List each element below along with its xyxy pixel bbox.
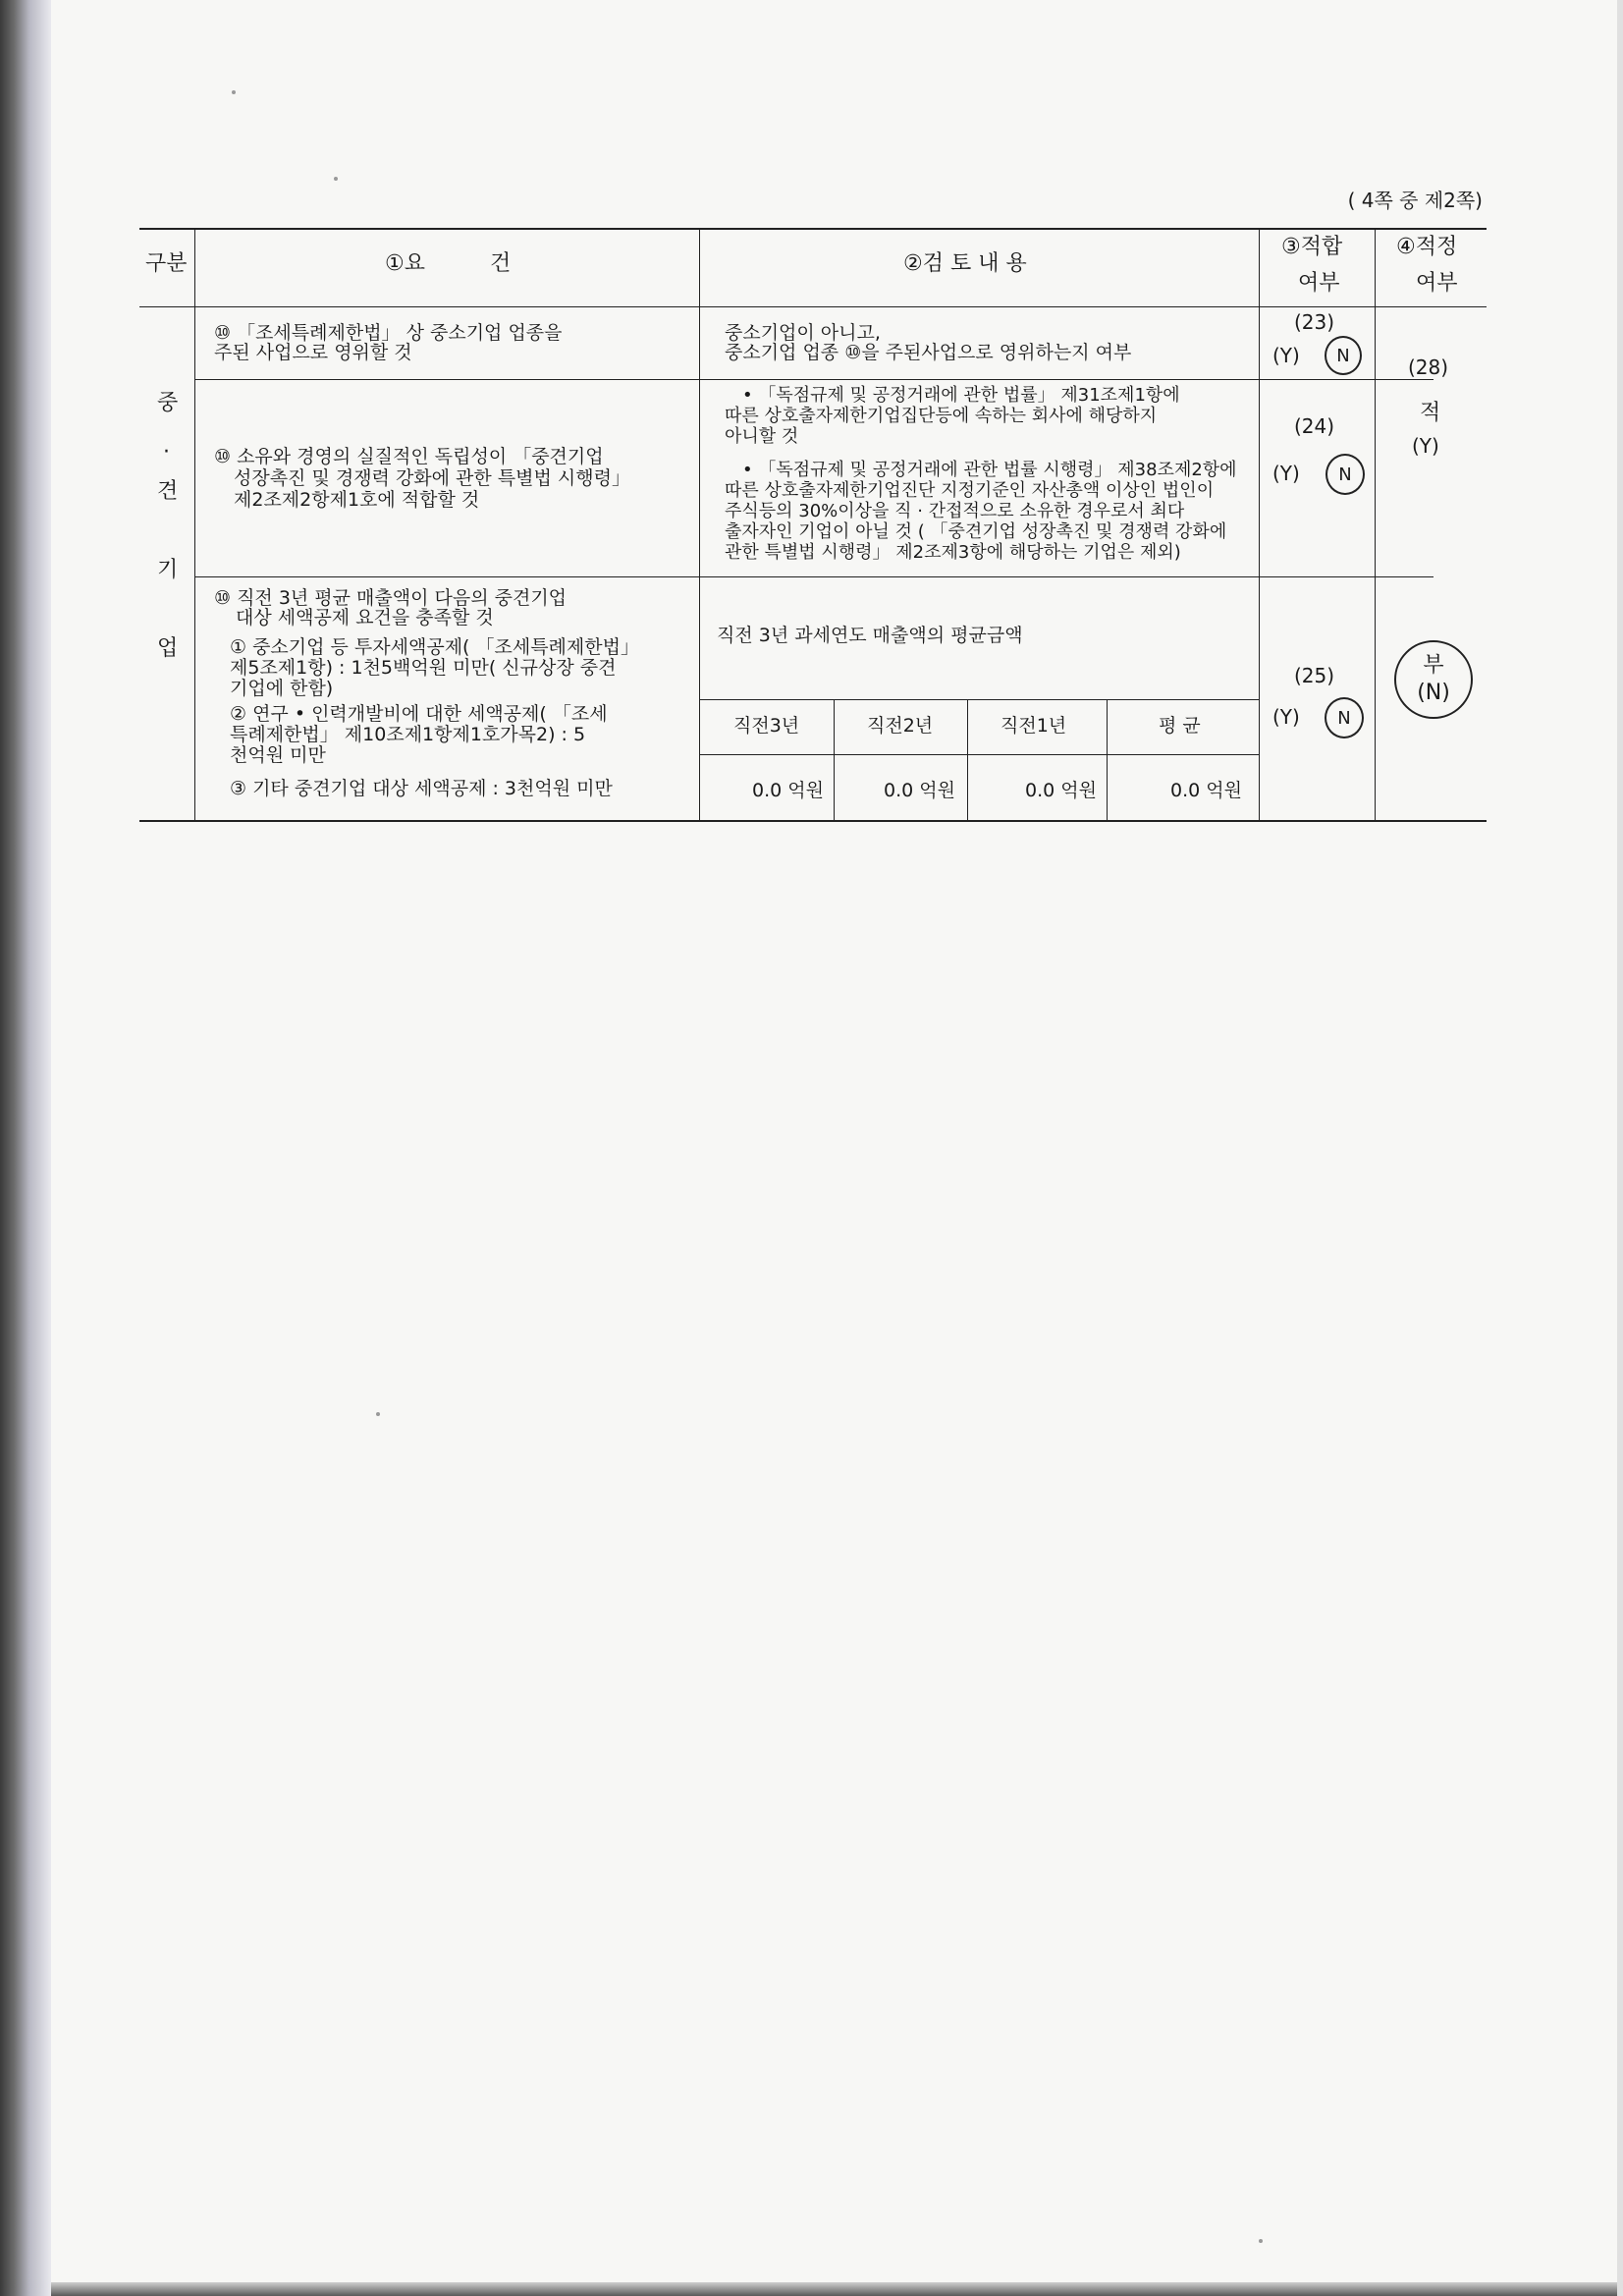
row1-review-line: 중소기업이 아니고,: [725, 322, 881, 344]
proper-lower-value: (N): [1417, 681, 1450, 705]
row2-review-line: 아니할 것: [725, 426, 799, 447]
amount-col-divider-3: [1107, 699, 1108, 822]
scan-speck: [334, 177, 338, 181]
row2-code: (24): [1294, 414, 1335, 438]
row3-code: (25): [1294, 664, 1335, 687]
row3-requirement-line: ② 연구 • 인력개발비에 대한 세액공제( 「조세: [230, 703, 608, 725]
row3-yes-option[interactable]: (Y): [1272, 705, 1300, 729]
row2-review-line: 따른 상호출자제한기업진단 지정기준인 자산총액 이상인 법인이: [725, 480, 1215, 501]
amount-col-header: 직전3년: [733, 715, 800, 737]
row1-code: (23): [1294, 310, 1335, 334]
header-fit-line1: ③적합: [1281, 235, 1343, 259]
proper-upper-label: 적: [1420, 401, 1441, 425]
header-review: ②검 토 내 용: [903, 251, 1027, 276]
row2-yes-option[interactable]: (Y): [1272, 462, 1300, 485]
review-form-table: [139, 228, 1487, 822]
header-fit-line2: 여부: [1298, 271, 1340, 296]
header-requirement: ①요 건: [385, 251, 512, 276]
row3-requirement-line: 천억원 미만: [230, 744, 326, 766]
row2-requirement-line: 성장촉진 및 경쟁력 강화에 관한 특별법 시행령」: [234, 467, 630, 489]
category-char: 중: [157, 391, 179, 415]
amount-col-header: 직전2년: [867, 715, 934, 737]
scan-bottom-edge: [51, 2282, 1623, 2296]
row2-review-line: • 「독점규제 및 공정거래에 관한 법률 시행령」 제38조제2항에: [742, 460, 1237, 480]
row3-requirement-line: 대상 세액공제 요건을 충족할 것: [236, 607, 494, 629]
col-divider-review: [1259, 228, 1260, 822]
category-char: ·: [163, 440, 170, 465]
proper-upper-code: (28): [1408, 355, 1449, 379]
row3-requirement-line: 기업에 한함): [230, 678, 334, 699]
scan-speck: [1259, 2239, 1263, 2243]
proper-lower-circled[interactable]: [1394, 640, 1473, 719]
scan-right-edge: [1617, 0, 1623, 2296]
amount-col-header: 평 균: [1159, 715, 1201, 737]
row3-requirement-line: ⑩ 직전 3년 평균 매출액이 다음의 중견기업: [214, 587, 568, 609]
header-proper-line1: ④적정: [1396, 235, 1458, 259]
proper-upper-value: (Y): [1412, 434, 1439, 458]
row3-requirement-line: 제5조제1항) : 1천5백억원 미만( 신규상장 중견: [230, 657, 617, 679]
row2-no-option-circled[interactable]: N: [1325, 454, 1365, 495]
amount-col-header: 직전1년: [1001, 715, 1067, 737]
row2-requirement-line: 제2조제2항제1호에 적합할 것: [234, 489, 480, 511]
table-bottom-border: [139, 820, 1487, 822]
row1-review-line: 중소기업 업종 ⑩을 주된사업으로 영위하는지 여부: [725, 342, 1132, 363]
amount-header-top-border: [699, 699, 1259, 700]
row3-requirement-line: ① 중소기업 등 투자세액공제( 「조세특례제한법」: [230, 636, 639, 658]
row2-bottom-border: [194, 576, 1434, 577]
row3-review-text: 직전 3년 과세연도 매출액의 평균금액: [717, 625, 1023, 646]
row2-requirement-line: ⑩ 소유와 경영의 실질적인 독립성이 「중견기업: [214, 446, 604, 467]
row2-review-line: • 「독점규제 및 공정거래에 관한 법률」 제31조제1항에: [742, 385, 1180, 406]
header-proper-line2: 여부: [1416, 271, 1458, 296]
row2-review-line: 관한 특별법 시행령」 제2조제3항에 해당하는 기업은 제외): [725, 542, 1181, 563]
row1-bottom-border: [194, 379, 1434, 380]
page-number: ( 4쪽 중 제2쪽): [1347, 189, 1483, 212]
category-char: 견: [157, 479, 179, 504]
scan-binding-shadow: [0, 0, 51, 2296]
header-category: 구분: [145, 251, 188, 276]
row3-no-option-circled[interactable]: N: [1325, 697, 1364, 738]
row2-review-line: 주식등의 30%이상을 직 · 간접적으로 소유한 경우로서 최다: [725, 501, 1185, 521]
amount-value: 0.0 억원: [1170, 780, 1242, 801]
col-divider-requirement: [699, 228, 700, 822]
row3-requirement-line: 특례제한법」 제10조제1항제1호가목2) : 5: [230, 724, 586, 745]
row2-review-line: 출자자인 기업이 아닐 것 ( 「중견기업 성장촉진 및 경쟁력 강화에: [725, 521, 1227, 542]
amount-col-divider-1: [834, 699, 835, 822]
amount-value: 0.0 억원: [1025, 780, 1097, 801]
row1-requirement-line: 주된 사업으로 영위할 것: [214, 342, 412, 363]
amount-col-divider-2: [967, 699, 968, 822]
row3-requirement-line: ③ 기타 중견기업 대상 세액공제 : 3천억원 미만: [230, 778, 613, 799]
scan-speck: [376, 1412, 380, 1416]
row1-yes-option[interactable]: (Y): [1272, 344, 1300, 367]
amount-value: 0.0 억원: [752, 780, 824, 801]
scan-speck: [232, 90, 236, 94]
row2-review-line: 따른 상호출자제한기업집단등에 속하는 회사에 해당하지: [725, 406, 1158, 426]
row1-requirement-line: ⑩ 「조세특례제한법」 상 중소기업 업종을: [214, 322, 563, 344]
amount-header-bottom-border: [699, 754, 1259, 755]
header-bottom-border: [139, 306, 1487, 307]
category-char: 업: [157, 636, 179, 661]
proper-lower-label: 부: [1423, 653, 1444, 678]
col-divider-fit: [1375, 228, 1376, 822]
row1-no-option-circled[interactable]: N: [1325, 336, 1362, 375]
amount-value: 0.0 억원: [884, 780, 955, 801]
category-char: 기: [157, 558, 179, 582]
col-divider-category: [194, 228, 195, 822]
table-top-border: [139, 228, 1487, 230]
